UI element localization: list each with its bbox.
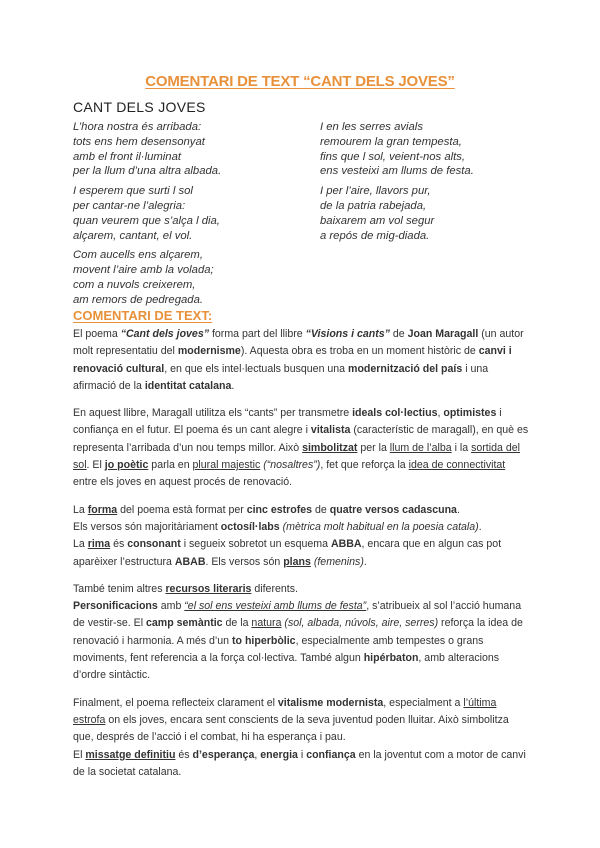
text-run: ideals col·lectius: [352, 407, 438, 420]
text-run: “el sol ens vesteixi amb llums de festa”: [184, 600, 367, 613]
poem-verse: a repós de mig-diada.: [320, 229, 430, 242]
text-run: missatge definitiu: [85, 748, 176, 761]
poem-verse: quan veurem que s’alça l dia,: [73, 214, 220, 227]
text-run: , fet que reforça la: [320, 459, 409, 472]
text-run: i segueix sobretot un esquema: [180, 538, 331, 551]
text-run: l’última estrofa: [73, 696, 497, 726]
text-run: optimistes: [443, 407, 497, 420]
poem-verse: amb el front il·luminat: [73, 150, 181, 163]
text-run: identitat catalana: [144, 379, 232, 392]
text-run: , especialmente amb tempestes o grans moviments, fent referencia a la força col·lectiva. També algun: [73, 634, 484, 665]
text-run: ,: [437, 407, 444, 420]
text-run: forma part del llibre: [209, 328, 306, 340]
text-run: i la: [451, 441, 472, 454]
text-run: . Els versos són: [205, 555, 284, 568]
text-run: També tenim altres: [73, 582, 166, 595]
text-run: de la: [222, 617, 252, 630]
text-run: vitalisme modernista: [277, 696, 384, 709]
text-run: (sol, albada, núvols, aire, serres): [284, 617, 439, 630]
text-run: En aquest llibre, Maragall utilitza els “cants” per transmetre: [73, 407, 353, 420]
poem-verse: baixarem am vol segur: [320, 214, 435, 227]
text-run: El: [73, 748, 86, 761]
text-run: El poema: [73, 328, 121, 340]
poem-verse: tots ens hem desensonyat: [73, 135, 205, 148]
text-run: ABAB: [174, 555, 206, 568]
text-run: hipérbaton: [363, 652, 419, 665]
poem-verse: I esperem que surti l sol: [73, 185, 193, 198]
commentary-paragraph: [73, 405, 531, 491]
poem-stanza: [73, 184, 221, 243]
commentary-paragraph: [73, 695, 531, 781]
text-run: on els joves, encara sent conscients de la seva juventud poden lluitar. Això simbolitza que, després de l’acció i el combat, hi ha esperança i pau.: [73, 713, 509, 744]
poem-verse: am remors de pedregada.: [73, 293, 203, 306]
text-run: Personificacions: [73, 600, 158, 613]
text-run: Joan Maragall: [407, 328, 479, 340]
text-run: . El: [86, 459, 105, 472]
poem-verse: ens vesteixi am llums de festa.: [320, 165, 474, 178]
text-run: confiança: [306, 748, 356, 761]
text-run: La: [73, 503, 88, 516]
poem-stanza: [320, 184, 474, 243]
poem-verse: fins que l sol, veient-nos alts,: [320, 150, 466, 163]
text-run: en la joventut com a motor de canvi de la societat catalana.: [73, 748, 526, 778]
text-run: diferents.: [251, 582, 298, 595]
text-run: parla en: [148, 459, 193, 472]
text-run: “Cant dels joves”: [120, 328, 210, 340]
text-run: forma: [87, 503, 118, 516]
text-run: del poema està format per: [117, 503, 247, 516]
paragraph-line: [73, 536, 531, 571]
paragraph-line: [73, 502, 531, 519]
text-run: d’esperança: [192, 748, 255, 761]
text-run: , amb alteracions d’ordre sintàctic.: [73, 652, 500, 682]
text-run: simbolitzat: [302, 441, 358, 454]
text-run: , encara que en algun cas pot aparèixer l’estructura: [73, 538, 502, 568]
text-run: La: [73, 538, 88, 551]
text-run: canvi i renovació cultural: [73, 345, 512, 375]
text-run: de: [389, 328, 408, 340]
text-run: amb: [157, 600, 185, 613]
paragraph-line: [73, 326, 531, 395]
text-run: és: [110, 538, 128, 551]
commentary-body: [73, 326, 531, 791]
section-heading: COMENTARI DE TEXT:: [73, 308, 213, 323]
poem-stanza: [73, 248, 221, 307]
poem-right-column: [320, 120, 474, 248]
text-run: i una afirmació de la: [73, 362, 489, 392]
text-run: .: [231, 379, 235, 392]
text-run: quatre versos cadascuna: [329, 503, 457, 516]
poem-verse: com a nuvols creixerem,: [73, 278, 196, 291]
poem-verse: movent l’aire amb la volada;: [73, 264, 214, 277]
text-run: ,: [254, 748, 261, 761]
poem-verse: per cantar-ne l’alegria:: [73, 199, 186, 212]
text-run: de: [312, 503, 330, 516]
text-run: .: [478, 520, 482, 533]
text-run: vitalista: [310, 424, 351, 437]
text-run: octosíl·labs: [220, 520, 280, 533]
paragraph-line: [73, 581, 531, 598]
poem-verse: I per l’aire, llavors pur,: [320, 185, 431, 198]
commentary-paragraph: [73, 326, 531, 395]
commentary-paragraph: [73, 502, 531, 571]
paragraph-line: [73, 695, 531, 747]
text-run: consonant: [127, 538, 181, 551]
text-run: llum de l’alba: [389, 441, 452, 454]
text-run: .: [456, 503, 460, 516]
text-run: Els versos són majoritàriament: [73, 520, 221, 533]
paragraph-line: [73, 598, 531, 684]
text-run: (“nosaltres”): [263, 459, 321, 472]
text-run: i: [297, 748, 307, 761]
poem-stanza: [320, 120, 474, 179]
text-run: to hiperbòlic: [232, 634, 296, 647]
document-title: COMENTARI DE TEXT “CANT DELS JOVES”: [145, 73, 455, 90]
text-run: Finalment, el poema reflecteix clarament el: [73, 696, 278, 709]
paragraph-line: [73, 405, 531, 491]
poem-left-column: [73, 120, 221, 313]
text-run: (mètrica molt habitual en la poesia catala): [282, 520, 479, 533]
text-run: , s’atribueix al sol l’acció humana de vestir-se. El: [73, 600, 522, 630]
text-run: “Visions i cants”: [305, 328, 390, 340]
poem-verse: I en les serres avials: [320, 121, 423, 133]
text-run: sortida del sol: [73, 441, 520, 472]
poem-verse: per la llum d’una altra albada.: [73, 165, 222, 178]
text-run: , en que els intel·lectuals busquen una: [164, 362, 349, 375]
text-run: camp semàntic: [146, 617, 223, 630]
text-run: és: [175, 748, 193, 761]
text-run: cinc estrofes: [246, 503, 313, 516]
commentary-paragraph: [73, 581, 531, 685]
text-run: .: [363, 555, 367, 568]
poem-verse: de la patria rabejada,: [320, 199, 427, 212]
text-run: reforça la idea de renovació i harmonia. A més d’un: [73, 617, 523, 647]
paragraph-line: [73, 519, 531, 536]
text-run: i confiança en el futur. El poema és un cant alegre i: [73, 407, 502, 437]
text-run: idea de connectivitat: [408, 459, 506, 472]
text-run: (característic de maragall), en què es representa l’arribada d’un nou temps millor. Això: [73, 424, 529, 454]
text-run: entre els joves en aquest procés de renovació.: [73, 476, 293, 489]
poem-verse: L’hora nostra és arribada:: [73, 121, 202, 133]
paragraph-line: [73, 747, 531, 782]
poem-verse: remourem la gran tempesta,: [320, 135, 462, 148]
text-run: modernització del país: [348, 362, 463, 375]
poem-title: CANT DELS JOVES: [73, 99, 206, 115]
text-run: plural majestic: [192, 459, 261, 472]
poem-stanza: [73, 120, 221, 179]
text-run: (un autor molt representatiu del: [73, 328, 524, 358]
poem-verse: Com aucells ens alçarem,: [73, 249, 203, 262]
text-run: plans: [283, 555, 311, 568]
text-run: (femenins): [313, 555, 364, 568]
text-run: ). Aquesta obra es troba en un moment històric de: [240, 345, 479, 358]
text-run: , especialment a: [383, 696, 464, 709]
text-run: natura: [251, 617, 282, 630]
text-run: ABBA: [330, 538, 362, 551]
text-run: rima: [87, 538, 111, 551]
text-run: jo poètic: [104, 459, 149, 472]
text-run: per la: [357, 441, 390, 454]
text-run: energia: [260, 748, 298, 761]
text-run: recursos literaris: [165, 582, 252, 595]
poem-verse: alçarem, cantant, el vol.: [73, 229, 193, 242]
text-run: modernisme: [177, 345, 241, 358]
